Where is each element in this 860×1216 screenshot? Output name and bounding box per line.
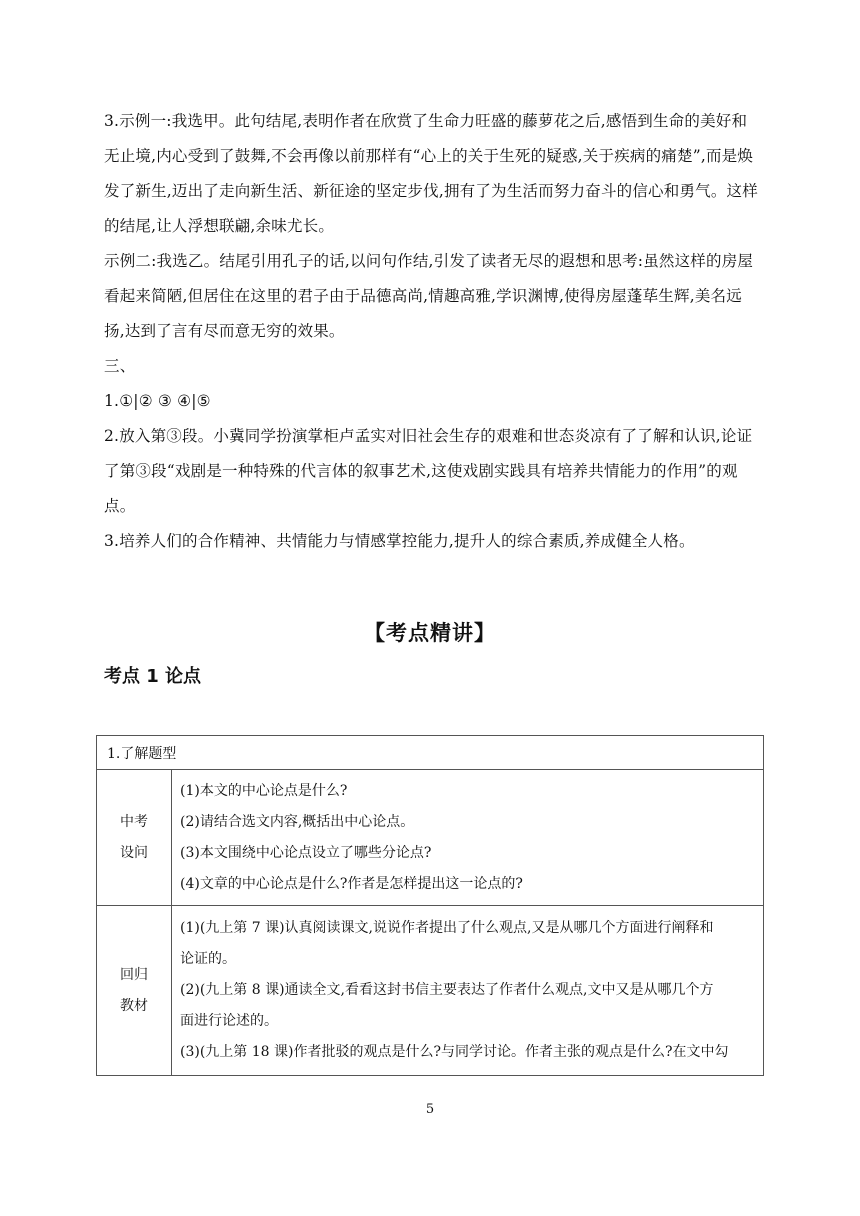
label-line: 设问: [120, 844, 148, 861]
text-line: 看起来简陋,但居住在这里的君子由于品德高尚,情趣高雅,学识渊博,使得房屋蓬荜生辉,美名远: [104, 287, 742, 305]
section-3: [104, 349, 764, 559]
content-line: 论证的。: [180, 951, 236, 967]
section-3-label: 三、: [104, 357, 136, 375]
text-line: 了第③段“戏剧是一种特殊的代言体的叙事艺术,这使戏剧实践具有培养共情能力的作用”的观: [104, 462, 738, 480]
point-title: 考点 1 论点: [104, 666, 202, 687]
content-line: (2)(九上第 8 课)通读全文,看看这封书信主要表达了作者什么观点,文中又是从哪几个方: [180, 982, 714, 998]
text-line: 无止境,内心受到了鼓舞,不会再像以前那样有“心上的关于生死的疑惑,关于疾病的痛楚”,而是焕: [104, 147, 754, 165]
label-line: 教材: [120, 997, 148, 1014]
section-3-item-1: 1.①|② ③ ④|⑤: [104, 392, 211, 410]
text-line: 示例二:我选乙。结尾引用孔子的话,以问句作结,引发了读者无尽的遐想和思考:虽然这样的房屋: [104, 252, 754, 270]
question-type-table: [96, 735, 764, 1076]
text-line: 扬,达到了言有尽而意无穷的效果。: [104, 322, 345, 340]
content-line: 面进行论述的。: [180, 1013, 278, 1029]
table-row: [97, 906, 764, 1076]
content-line: (4)文章的中心论点是什么?作者是怎样提出这一论点的?: [180, 875, 523, 892]
table-row: [97, 770, 764, 906]
label-line: 中考: [120, 813, 148, 830]
row-label-exam-questions: [97, 770, 172, 906]
answer-example-2: [104, 244, 764, 349]
text-line: 的结尾,让人浮想联翩,余味尤长。: [104, 217, 335, 235]
text-line: 3.示例一:我选甲。此句结尾,表明作者在欣赏了生命力旺盛的藤萝花之后,感悟到生命的美好和: [104, 112, 748, 130]
content-line: (2)请结合选文内容,概括出中心论点。: [180, 813, 415, 830]
row-content-textbook: [172, 906, 764, 1076]
table-header-cell: 1.了解题型: [97, 736, 764, 770]
text-line: 点。: [104, 497, 136, 515]
content-line: (3)本文围绕中心论点设立了哪些分论点?: [180, 844, 432, 861]
section-3-item-3: 3.培养人们的合作精神、共情能力与情感掌控能力,提升人的综合素质,养成健全人格。: [104, 532, 695, 550]
table-header-row: [97, 736, 764, 770]
text-line: 2.放入第③段。小冀同学扮演掌柜卢孟实对旧社会生存的艰难和世态炎凉有了了解和认识,论证: [104, 427, 753, 445]
row-label-textbook: [97, 906, 172, 1076]
content-line: (1)本文的中心论点是什么?: [180, 782, 348, 799]
row-content-exam-questions: [172, 770, 764, 906]
label-line: 回归: [120, 966, 148, 983]
page-number: 5: [425, 1102, 435, 1117]
content-line: (1)(九上第 7 课)认真阅读课文,说说作者提出了什么观点,又是从哪几个方面进行阐释和: [180, 920, 714, 936]
text-line: 发了新生,迈出了走向新生活、新征途的坚定步伐,拥有了为生活而努力奋斗的信心和勇气。这样: [104, 182, 758, 200]
section-title: 【考点精讲】: [364, 621, 496, 645]
content-line: (3)(九上第 18 课)作者批驳的观点是什么?与同学讨论。作者主张的观点是什么?在文中勾: [180, 1044, 729, 1060]
answer-item-3: [104, 104, 764, 244]
